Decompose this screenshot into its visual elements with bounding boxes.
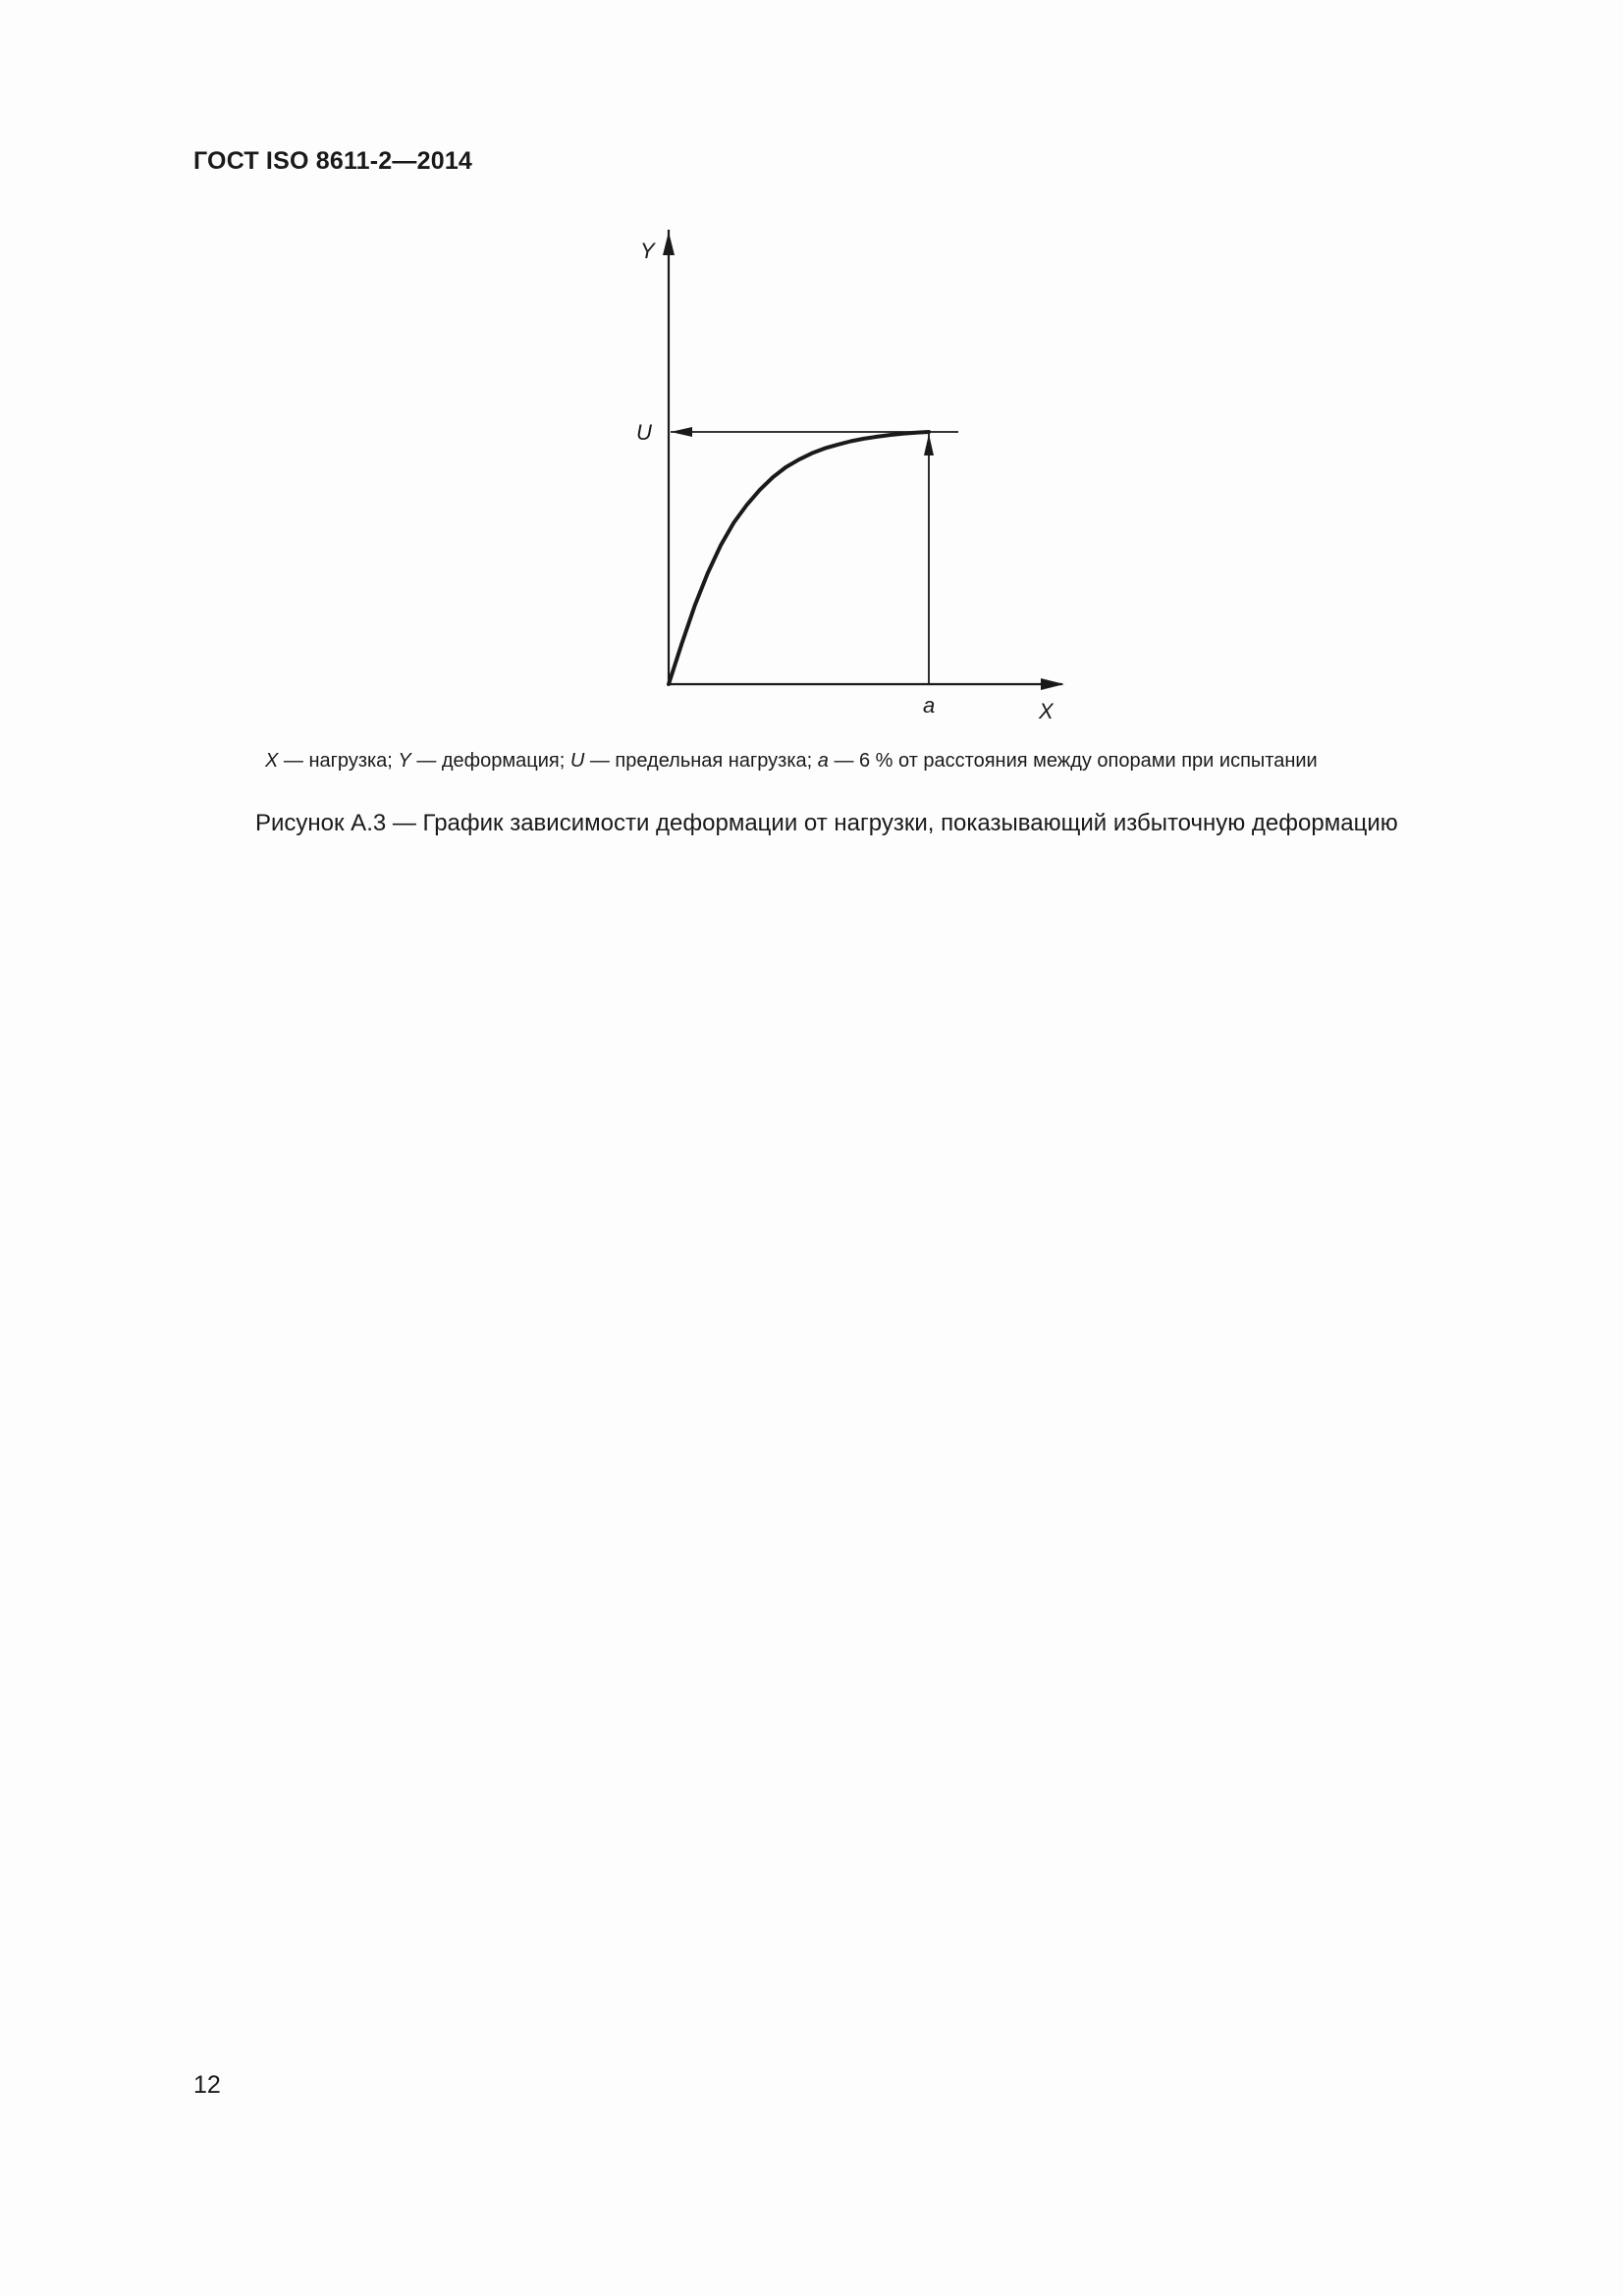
x-axis-arrow-icon xyxy=(1041,678,1064,690)
chart-svg xyxy=(589,216,1100,736)
figure-caption: Рисунок А.3 — График зависимости деформации от нагрузки, показывающий избыточную деформацию xyxy=(255,810,1398,836)
legend-x-symbol: X xyxy=(265,750,279,772)
legend-y-symbol: Y xyxy=(398,750,411,772)
figure-legend xyxy=(265,750,1443,773)
a-label: a xyxy=(923,693,936,718)
legend-a-symbol: a xyxy=(817,750,829,772)
y-axis-arrow-icon xyxy=(663,232,675,255)
u-label: U xyxy=(636,420,652,445)
legend-u-text: — предельная нагрузка; xyxy=(584,750,818,772)
legend-x-text: — нагрузка; xyxy=(278,750,399,772)
u-arrow-icon xyxy=(671,427,692,437)
a-arrow-icon xyxy=(924,434,934,455)
page-number: 12 xyxy=(193,2071,221,2099)
legend-a-text: — 6 % от расстояния между опорами при испытании xyxy=(828,750,1318,772)
y-axis-label: Y xyxy=(640,239,655,263)
series-curve xyxy=(669,432,929,684)
document-header: ГОСТ ISO 8611-2—2014 xyxy=(193,147,473,175)
deformation-load-chart xyxy=(589,216,1100,736)
x-axis-label: X xyxy=(1039,699,1054,723)
legend-u-symbol: U xyxy=(569,750,585,772)
legend-y-text: — деформация; xyxy=(410,750,570,772)
